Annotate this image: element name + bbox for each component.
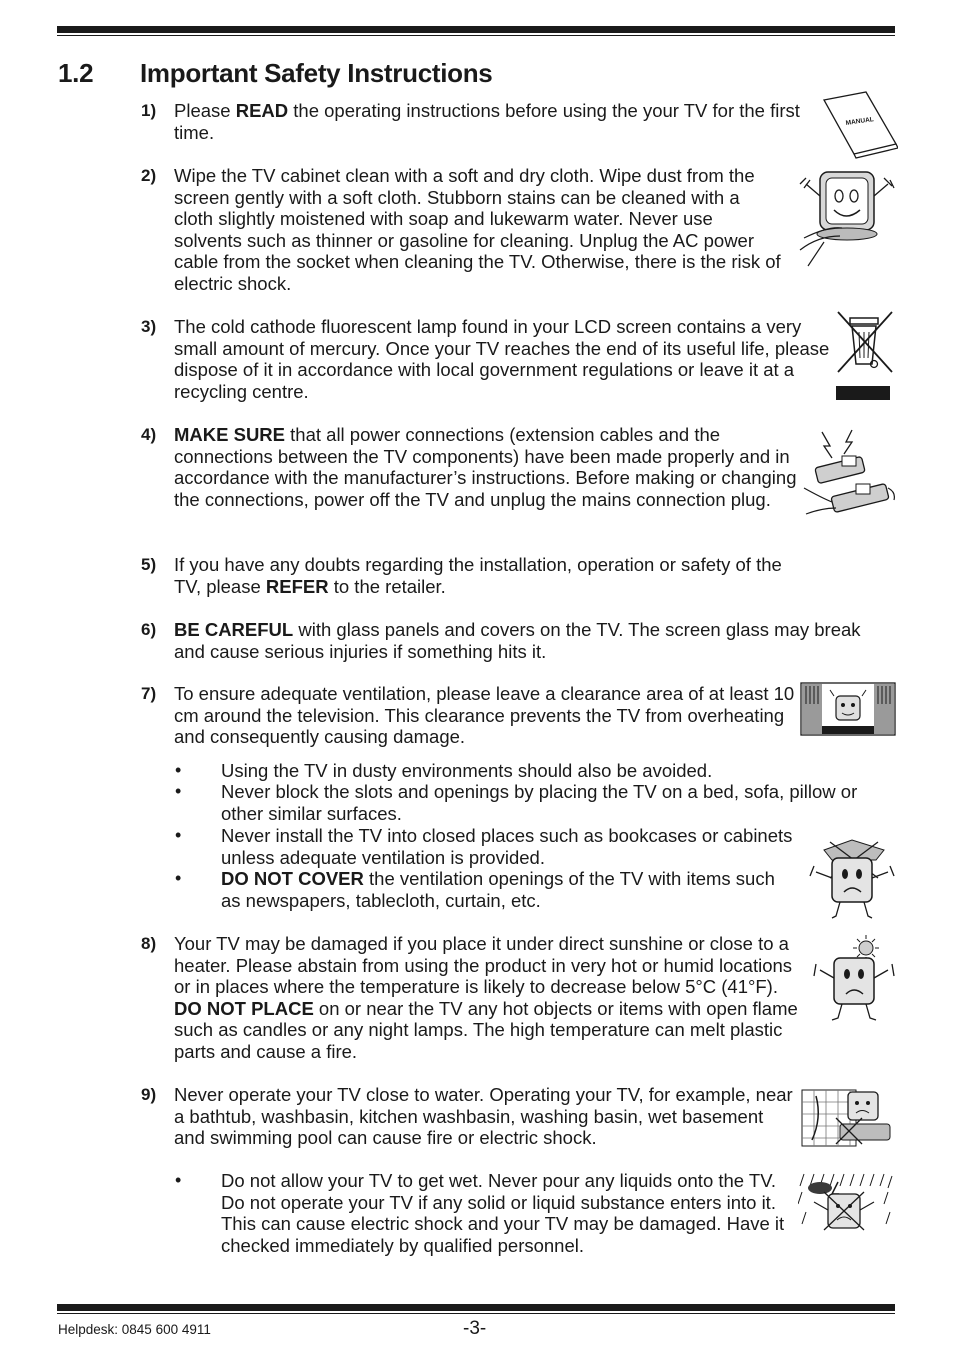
bullet-text: DO NOT COVER the ventilation openings of the TV with items such as newspapers, tablecloth, curtain, etc. bbox=[221, 868, 775, 911]
item-number: 5) bbox=[141, 555, 157, 574]
item-text: If you have any doubts regarding the installation, operation or safety of the TV, please REFER to the retailer. bbox=[174, 554, 782, 597]
weee-bin-icon bbox=[834, 308, 896, 402]
item-number: 4) bbox=[141, 425, 157, 444]
item-number: 1) bbox=[141, 101, 157, 120]
bullet-symbol: • bbox=[175, 760, 182, 780]
item-text: Never operate your TV close to water. Operating your TV, for example, near a bathtub, washbasin, kitchen washbasin, washing basin, wet basement and swimming pool can cause fire or electric shock. bbox=[174, 1084, 793, 1149]
extension-cable-icon bbox=[802, 428, 898, 522]
cleaning-tv-icon bbox=[798, 166, 896, 270]
page-number: -3- bbox=[463, 1318, 487, 1339]
rain-tv-icon bbox=[798, 1172, 894, 1236]
bullet-text: Do not allow your TV to get wet. Never pour any liquids onto the TV. Do not operate your TV if any solid or liquid substance enters into it. This can cause electric shock and your TV may be damaged. Have it checked immediately by qualified personnel. bbox=[221, 1170, 785, 1256]
sun-heat-tv-icon bbox=[810, 934, 896, 1024]
footer-helpdesk: Helpdesk: 0845 600 4911 bbox=[58, 1322, 211, 1337]
item-number: 2) bbox=[141, 166, 157, 185]
item-number: 6) bbox=[141, 620, 157, 639]
bottom-rule bbox=[57, 1304, 895, 1314]
item-text: Your TV may be damaged if you place it under direct sunshine or close to a heater. Please abstain from using the product in very hot or humid locations or in places where the temperature is likely to decrease below 5°C (41°F). DO NOT PLACE on or near the TV any hot objects or items with open flame such as candles or any night lamps. The high temperature can melt plastic parts and cause a fire. bbox=[174, 933, 798, 1062]
bullet-symbol: • bbox=[175, 868, 182, 888]
item-text: To ensure adequate ventilation, please leave a clearance area of at least 10 cm around the television. This clearance prevents the TV from overheating and consequently causing damage. bbox=[174, 683, 795, 748]
bullet-text: Never block the slots and openings by placing the TV on a bed, sofa, pillow or other similar surfaces. bbox=[221, 781, 858, 824]
item-text: Please READ the operating instructions before using the your TV for the first time. bbox=[174, 100, 800, 143]
item-text: MAKE SURE that all power connections (extension cables and the connections between the TV components) have been made properly and in accordance with the manufacturer’s instructions. Before making or changing the connections, power off the TV and unplug the mains connection plug. bbox=[174, 424, 797, 510]
item-number: 8) bbox=[141, 934, 157, 953]
bullet-symbol: • bbox=[175, 781, 182, 801]
section-title: Important Safety Instructions bbox=[140, 58, 493, 88]
top-rule bbox=[57, 26, 895, 36]
bullet-text: Using the TV in dusty environments should also be avoided. bbox=[221, 760, 713, 781]
bullet-symbol: • bbox=[175, 825, 182, 845]
covered-tv-icon bbox=[806, 838, 896, 920]
bullet-symbol: • bbox=[175, 1170, 182, 1190]
item-text: The cold cathode fluorescent lamp found in your LCD screen contains a very small amount of mercury. Once your TV reaches the end of its useful life, please dispose of it in accordance with local government regulations or leave it at a recycling centre. bbox=[174, 316, 830, 402]
water-tv-icon bbox=[800, 1088, 894, 1148]
bullet-text: Never install the TV into closed places such as bookcases or cabinets unless adequate ventilation is provided. bbox=[221, 825, 793, 868]
manual-label: MANUAL bbox=[845, 116, 875, 127]
item-number: 9) bbox=[141, 1085, 157, 1104]
item-number: 3) bbox=[141, 317, 157, 336]
item-text: Wipe the TV cabinet clean with a soft and dry cloth. Wipe dust from the screen gently with a soft cloth. Stubborn stains can be cleaned with a cloth slightly moistened with soap and lukewarm water. Never use solvents such as thinner or gasoline for cleaning. Unplug the AC power cable from the socket when cleaning the TV. Otherwise, there is the risk of electric shock. bbox=[174, 165, 781, 294]
ventilation-tv-icon bbox=[800, 682, 896, 736]
manual-icon bbox=[820, 90, 898, 162]
section-heading bbox=[58, 58, 492, 89]
item-number: 7) bbox=[141, 684, 157, 703]
item-text: BE CAREFUL with glass panels and covers on the TV. The screen glass may break and cause serious injuries if something hits it. bbox=[174, 619, 861, 662]
section-number: 1.2 bbox=[58, 58, 94, 88]
